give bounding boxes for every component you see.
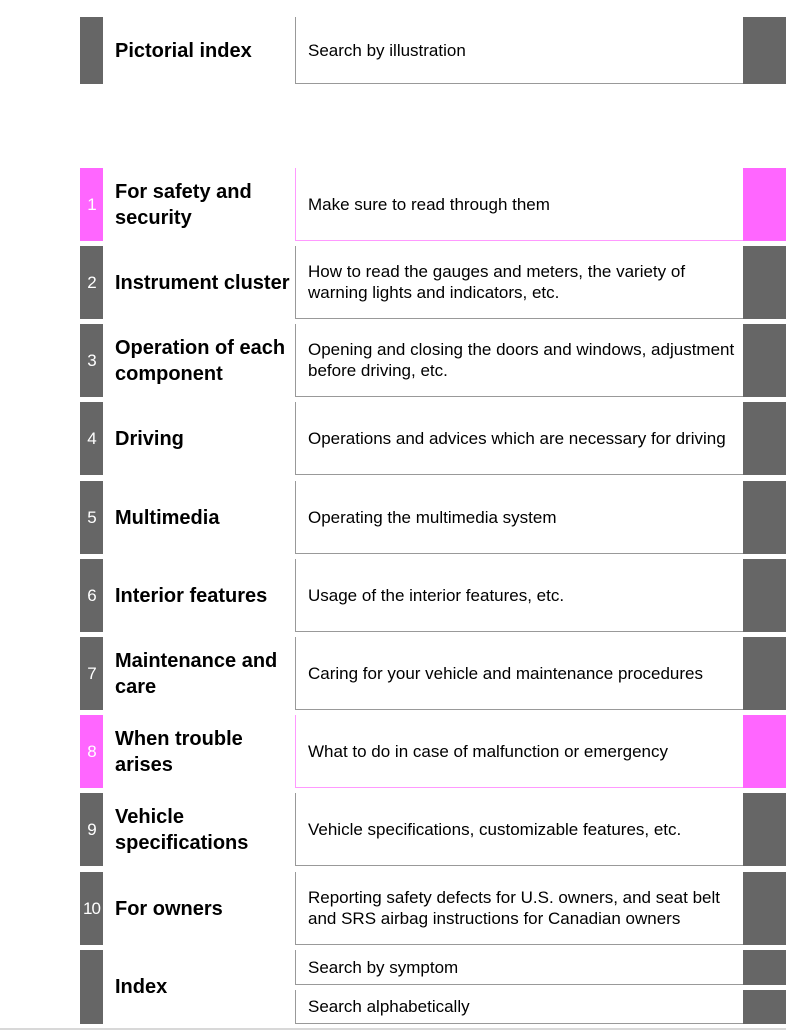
section-number: 10 (80, 872, 103, 945)
section-title: For safety and security (115, 180, 252, 229)
section-title: Vehicle specifications (115, 805, 249, 854)
section-row-1[interactable] (0, 168, 786, 241)
section-row-7[interactable] (0, 637, 786, 710)
pictorial-index-tab[interactable] (743, 17, 786, 84)
section-row-2[interactable] (0, 246, 786, 319)
section-title: Operation of each component (115, 336, 286, 385)
section-tab[interactable] (743, 324, 786, 397)
pictorial-index-description[interactable]: Search by illustration (295, 17, 743, 84)
section-title: Driving (115, 427, 184, 450)
section-description[interactable]: Caring for your vehicle and maintenance procedures (295, 637, 743, 710)
pictorial-index-marker (80, 17, 103, 84)
section-number: 9 (80, 793, 103, 866)
index-item-symptom[interactable] (0, 950, 786, 985)
section-title: Instrument cluster (115, 271, 290, 294)
index-title: Index (115, 976, 168, 998)
section-tab[interactable] (743, 559, 786, 632)
section-number: 6 (80, 559, 103, 632)
section-description[interactable]: Usage of the interior features, etc. (295, 559, 743, 632)
section-row-6[interactable] (0, 559, 786, 632)
section-number: 7 (80, 637, 103, 710)
section-tab[interactable] (743, 637, 786, 710)
section-description[interactable]: Operating the multimedia system (295, 481, 743, 554)
section-row-5[interactable] (0, 481, 786, 554)
section-title: For owners (115, 897, 223, 920)
section-number: 2 (80, 246, 103, 319)
section-row-8[interactable] (0, 715, 786, 788)
section-tab[interactable] (743, 402, 786, 475)
index-item-label[interactable]: Search alphabetically (295, 990, 743, 1024)
section-tab[interactable] (743, 793, 786, 866)
section-number: 5 (80, 481, 103, 554)
section-tab[interactable] (743, 481, 786, 554)
pictorial-index-row[interactable] (0, 17, 786, 84)
pictorial-index-title: Pictorial index (115, 39, 252, 62)
section-title: Multimedia (115, 506, 220, 529)
section-number: 4 (80, 402, 103, 475)
section-description[interactable]: Operations and advices which are necessary for driving (295, 402, 743, 475)
section-tab[interactable] (743, 168, 786, 241)
section-description[interactable]: What to do in case of malfunction or emergency (295, 715, 743, 788)
section-tab[interactable] (743, 246, 786, 319)
index-item-alphabetical[interactable] (0, 990, 786, 1024)
section-tab[interactable] (743, 872, 786, 945)
section-description[interactable]: How to read the gauges and meters, the variety of warning lights and indicators, etc. (295, 246, 743, 319)
section-row-4[interactable] (0, 402, 786, 475)
section-row-10[interactable] (0, 872, 786, 945)
section-description[interactable]: Make sure to read through them (295, 168, 743, 241)
section-number: 3 (80, 324, 103, 397)
section-description[interactable]: Vehicle specifications, customizable features, etc. (295, 793, 743, 866)
section-description[interactable]: Reporting safety defects for U.S. owners, and seat belt and SRS airbag instructions for Canadian owners (295, 872, 743, 945)
section-tab[interactable] (743, 715, 786, 788)
section-row-9[interactable] (0, 793, 786, 866)
index-item-label[interactable]: Search by symptom (295, 950, 743, 985)
section-title: When trouble arises (115, 727, 243, 776)
section-description[interactable]: Opening and closing the doors and windows, adjustment before driving, etc. (295, 324, 743, 397)
section-number: 8 (80, 715, 103, 788)
section-title: Maintenance and care (115, 649, 278, 698)
section-row-3[interactable] (0, 324, 786, 397)
index-item-tab[interactable] (743, 990, 786, 1024)
section-title: Interior features (115, 584, 268, 607)
index-item-tab[interactable] (743, 950, 786, 985)
section-number: 1 (80, 168, 103, 241)
page-bottom-divider (0, 1028, 786, 1030)
